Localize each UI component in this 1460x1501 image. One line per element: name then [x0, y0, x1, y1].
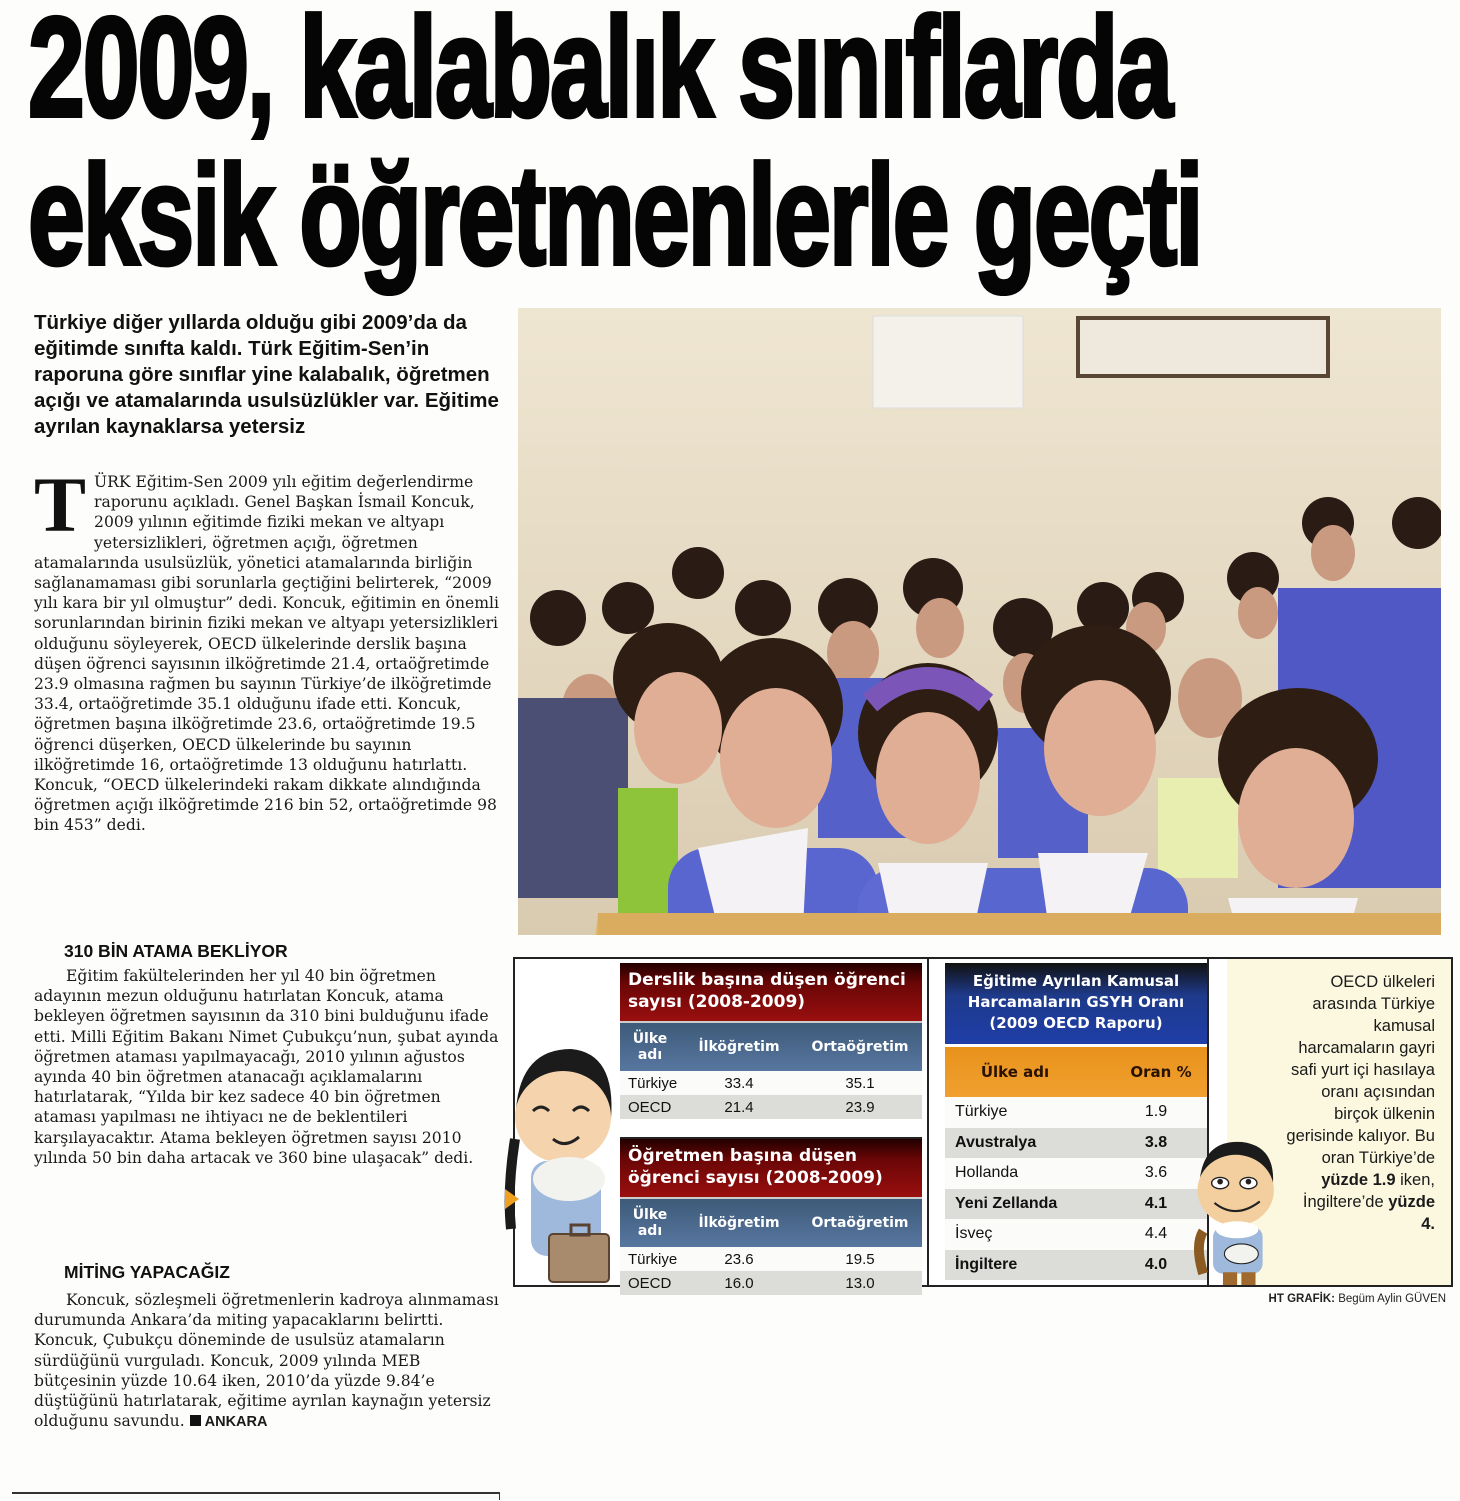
cell-secondary: 13.0: [845, 1274, 875, 1292]
dateline: [190, 1414, 268, 1430]
article-paragraph-3: [34, 1290, 504, 1432]
headline-line-1: 2009, kalabalık sınıflarda: [28, 0, 1172, 147]
table-ogretmen: [620, 1137, 922, 1295]
table-row: [620, 1095, 922, 1119]
cell-country: Yeni Zellanda: [955, 1194, 1058, 1212]
table-row: [945, 1158, 1207, 1189]
table-row: [945, 1250, 1207, 1281]
column-end-rule: [12, 1492, 500, 1494]
cell-primary: 21.4: [724, 1098, 754, 1116]
table-gsyh: [945, 963, 1207, 1280]
cell-country: İsveç: [955, 1225, 993, 1243]
cell-primary: 16.0: [724, 1274, 754, 1292]
credit-name: Begüm Aylin GÜVEN: [1338, 1293, 1446, 1305]
header-ilkogretim: İlköğretim: [698, 1039, 780, 1055]
article-paragraph-1: [34, 461, 504, 836]
credit-label: HT GRAFİK:: [1268, 1293, 1335, 1305]
subhead-miting: MİTİNG YAPACAĞIZ: [64, 1262, 230, 1282]
cell-country: OECD: [628, 1274, 672, 1292]
table-gsyh-body: [945, 1097, 1207, 1280]
boy-cartoon-illustration: [1189, 1109, 1281, 1285]
table-derslik: [620, 963, 922, 1119]
cell-rate: 1.9: [1144, 1103, 1168, 1121]
table-ogretmen-title: Öğretmen başına düşen öğrenci sayısı (2008-2009): [620, 1139, 922, 1197]
table-row: [620, 1247, 922, 1271]
infographic-panel: [513, 957, 1453, 1292]
table-row: [945, 1189, 1207, 1220]
lead-paragraph: Türkiye diğer yıllarda olduğu gibi 2009’da da eğitimde sınıfta kaldı. Türk Eğitim-Sen’in raporuna göre sınıflar yine kalabalık, öğretmen açığı ve atamalarında usulsüzlükler var. Eğitime ayrılan kaynaklarsa yetersiz: [34, 311, 499, 438]
cell-rate: 3.6: [1144, 1164, 1168, 1182]
graphic-credit: [1269, 1293, 1446, 1305]
note-box: [1227, 959, 1451, 1285]
article-paragraph-1-text: ÜRK Eğitim-Sen 2009 yılı eğitim değerlendirme raporunu açıkladı. Genel Başkan İsmail Koncuk, 2009 yılının eğitimde fiziki mekan ve altyapı yetersizlikleri, öğretmen açığı, öğretmen atamalarında usulsüzlük, yönetici atamalarında birliğin sağlanamaması gibi sorunlarla geçtiğini belirterek, “2009 yılı kara bir yıl olmuştur” dedi. Koncuk, eğitimin en önemli sorunlarından birinin fiziki mekan ve altyapı yetersizlikleri olduğunu söyleyerek, OECD ülkelerinde derslik başına düşen öğrenci sayısının ilköğretimde 21.4, ortaöğretimde 23.9 olmasına rağmen bu sayının Türkiye’de ilköğretimde 33.4, ortaöğretimde 35.1 olduğunu ifade etti. Koncuk, öğretmen başına ilköğretimde 23.6, ortaöğretimde 19.5 öğrenci düşerken, OECD ülkelerinde bu sayının ilköğretimde 16, ortaöğretimde 13 olduğunu hatırlattı. Koncuk, “OECD ülkelerindeki rakam dikkate alındığında öğretmen açığı ilköğretimde 216 bin 52, ortaöğretimde 98 bin 453” dedi.: [34, 473, 499, 835]
table-row: [620, 1271, 922, 1295]
dateline-text: ANKARA: [204, 1414, 268, 1431]
cell-country: Türkiye: [955, 1103, 1008, 1121]
drop-cap: T: [34, 461, 87, 548]
cell-secondary: 35.1: [845, 1074, 875, 1092]
classroom-photo: [518, 308, 1441, 935]
note-text: [1285, 971, 1435, 1235]
table-row: [945, 1219, 1207, 1250]
subhead-atama: 310 BİN ATAMA BEKLİYOR: [64, 941, 288, 961]
header-ulke-adi: Ülke adı: [980, 1062, 1050, 1081]
cell-secondary: 19.5: [845, 1250, 875, 1268]
headline-line-2: eksik öğretmenlerle geçti: [28, 136, 1202, 295]
square-bullet-icon: [190, 1415, 201, 1426]
classroom-photo-illustration: [518, 308, 1441, 935]
note-bold-turkiye: yüzde 1.9: [1321, 1171, 1396, 1189]
table-row: [620, 1071, 922, 1095]
cell-country: Türkiye: [628, 1074, 678, 1092]
table-row: [945, 1128, 1207, 1159]
cell-rate: 4.0: [1144, 1255, 1168, 1273]
table-gsyh-title: Eğitime Ayrılan Kamusal Harcamaların GSYH Oranı (2009 OECD Raporu): [945, 963, 1207, 1044]
article-paragraph-3-text: Koncuk, sözleşmeli öğretmenlerin kadroya alınmaması durumunda Ankara’da miting yapacaklarını belirtti. Koncuk, Çubukçu döneminde de usulsüz atamaların sürdüğünü vurguladı. Koncuk, 2009 yılında MEB bütçesinin yüzde 10.64 iken, 2010’da yüzde 9.84’e düştüğünü hatırlatarak, eğitime ayrılan kaynağın yetersiz olduğunu savundu.: [34, 1291, 499, 1431]
table-derslik-header: [620, 1021, 922, 1071]
table-ogretmen-header: [620, 1197, 922, 1247]
cell-country: OECD: [628, 1098, 672, 1116]
cell-country: İngiltere: [955, 1255, 1018, 1273]
note-text-mid: iken, İngiltere’de: [1302, 1171, 1435, 1211]
table-gsyh-header: [945, 1044, 1207, 1097]
header-ilkogretim: İlköğretim: [698, 1215, 780, 1231]
cell-rate: 4.4: [1144, 1225, 1168, 1243]
note-text-regular: OECD ülkeleri arasında Türkiye kamusal harcamaların gayri safi yurt içi hasılaya oranı açısından birçok ülkenin gerisinde kalıyor. Bu oran Türkiye’de: [1286, 973, 1435, 1167]
cell-primary: 33.4: [724, 1074, 754, 1092]
article-paragraph-2: Eğitim fakültelerinden her yıl 40 bin öğretmen adayının mezun olduğunu hatırlatan Koncuk, atama bekleyen öğretmen sayısının da 310 bini bulduğunu ifade etti. Milli Eğitim Bakanı Nimet Çubukçu’nun, şubat ayında öğretmen ataması yapılmayacağı, 2010 yılının ağustos ayında 40 bin öğretmen atanacağı açıklamalarını hatırlatarak, “Yılda bir kez sadece 40 bin öğretmen ataması yapılması ne ihtiyacı ne de beklentileri karşılayacaktır. Atama bekleyen öğretmen sayısı 2010 yılında 50 bin daha artacak ve 360 bine ulaşacak” dedi.: [34, 967, 499, 1167]
table-derslik-title: Derslik başına düşen öğrenci sayısı (2008-2009): [620, 963, 922, 1021]
cell-country: Avustralya: [955, 1133, 1037, 1151]
cell-rate: 4.1: [1144, 1194, 1168, 1212]
headline: [28, 0, 1448, 295]
note-bold-ingiltere: yüzde 4.: [1388, 1193, 1435, 1233]
header-ortaogretim: Ortaöğretim: [811, 1215, 909, 1231]
header-ortaogretim: Ortaöğretim: [811, 1039, 909, 1055]
table-row: [945, 1097, 1207, 1128]
header-ulke-adi: Ülke adı: [632, 1031, 668, 1063]
cell-rate: 3.8: [1144, 1133, 1168, 1151]
header-ulke-adi: Ülke adı: [632, 1207, 668, 1239]
cell-primary: 23.6: [724, 1250, 754, 1268]
header-oran: Oran %: [1130, 1062, 1192, 1081]
cell-country: Hollanda: [955, 1164, 1019, 1182]
girl-cartoon-illustration: [501, 1039, 619, 1289]
cell-secondary: 23.9: [845, 1098, 875, 1116]
cell-country: Türkiye: [628, 1250, 678, 1268]
column-divider: [927, 959, 929, 1285]
